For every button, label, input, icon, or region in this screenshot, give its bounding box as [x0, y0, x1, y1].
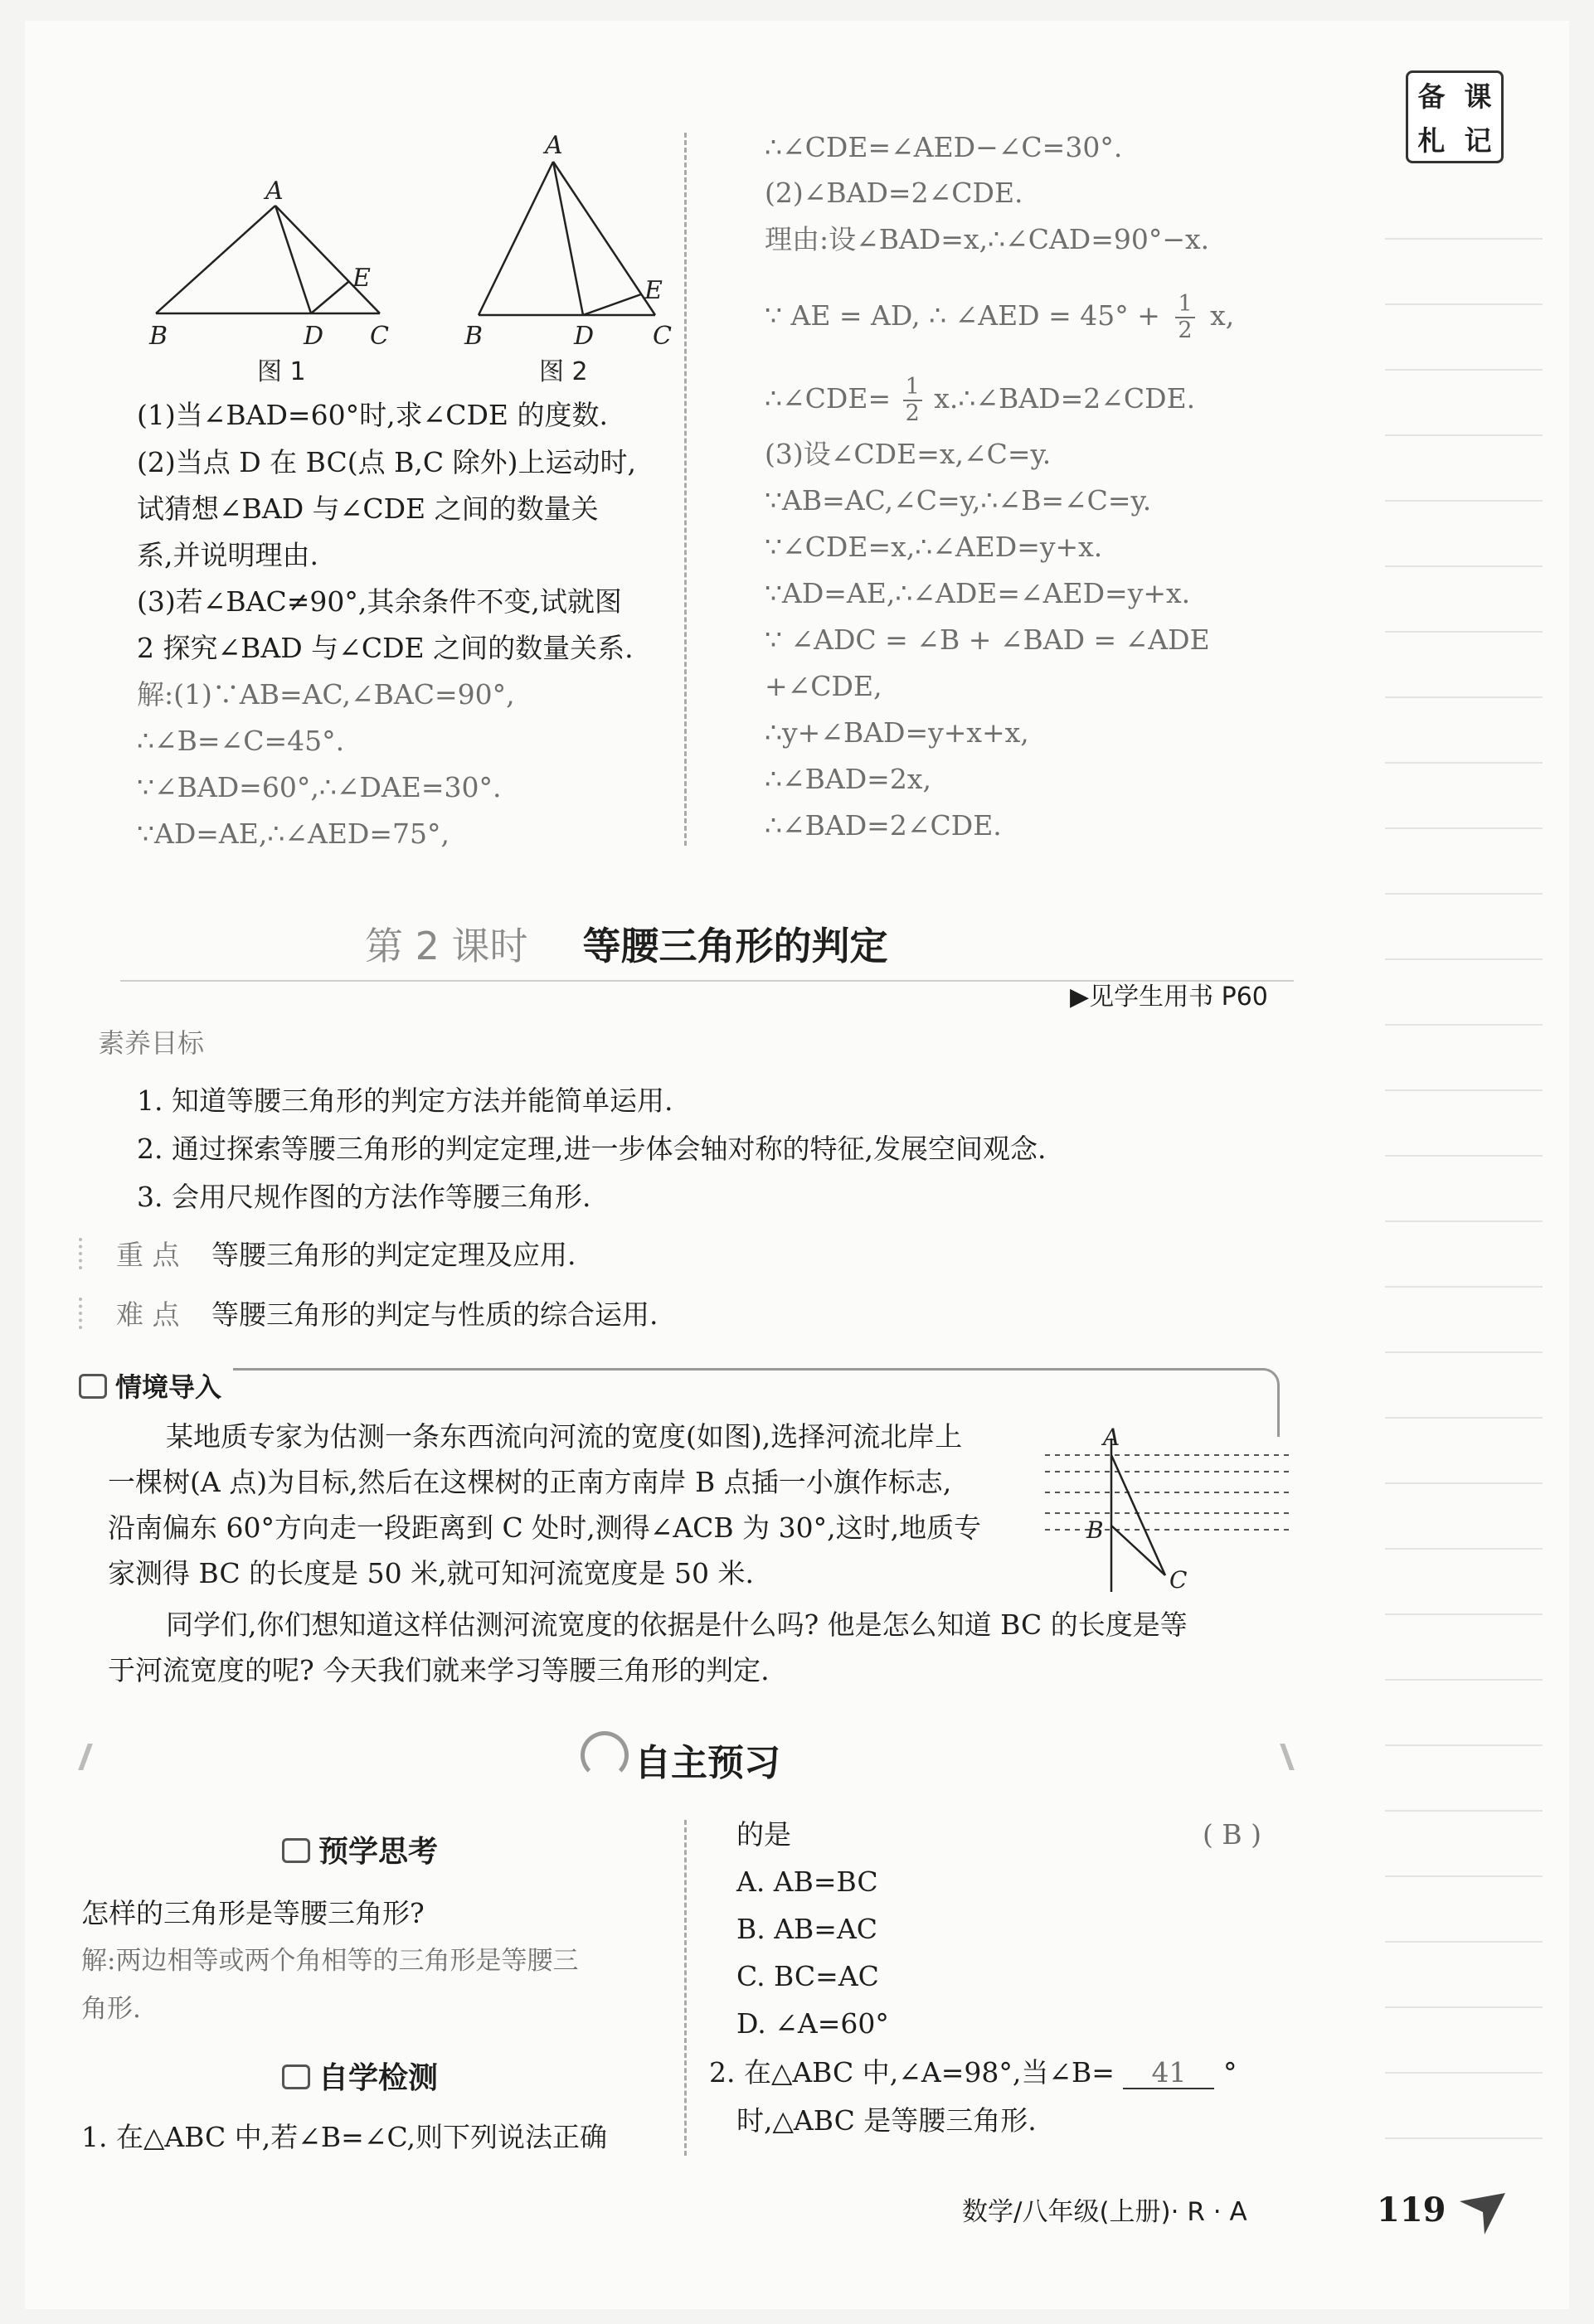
think-heading-wrap	[282, 1828, 438, 1870]
solution-line: ∵ ∠ADC = ∠B + ∠BAD = ∠ADE	[765, 623, 1210, 656]
figure-1	[141, 166, 415, 390]
river-label-B: B	[1086, 1516, 1104, 1544]
fig2-label-C: C	[653, 322, 672, 351]
preview-icon	[581, 1731, 629, 1779]
question-line: (2)当点 D 在 BC(点 B,C 除外)上运动时,	[137, 446, 636, 478]
question-line: 系,并说明理由.	[137, 539, 318, 571]
fig1-label-E: E	[352, 264, 371, 293]
solution-line: ∵AD=AE,∴∠AED=75°,	[137, 818, 450, 850]
solution-text: x.∴∠BAD=2∠CDE.	[934, 382, 1196, 415]
fig1-label-B: B	[149, 322, 168, 351]
q2-suffix: °	[1222, 2056, 1237, 2089]
fig1-label-D: D	[304, 322, 324, 351]
q1-answer: ( B )	[1203, 1818, 1261, 1851]
river-label-A: A	[1103, 1424, 1120, 1451]
think-question: 怎样的三角形是等腰三角形?	[81, 1897, 425, 1929]
fig2-label-D: D	[574, 322, 595, 351]
solution-line: ∴∠BAD=2x,	[765, 763, 931, 795]
intro-line: 家测得 BC 的长度是 50 米,就可知河流宽度是 50 米.	[108, 1557, 755, 1589]
textbook-reference: ▶见学生用书 P60	[1070, 982, 1268, 1012]
intro-line: 同学们,你们想知道这样估测河流宽度的依据是什么吗? 他是怎么知道 BC 的长度是等	[166, 1608, 1188, 1641]
intro-line: 沿南偏东 60°方向走一段距离到 C 处时,测得∠ACB 为 30°,这时,地质专	[108, 1511, 982, 1544]
question-line: 试猜想∠BAD 与∠CDE 之间的数量关	[137, 492, 599, 525]
solution-line: ∴∠CDE=∠AED−∠C=30°.	[765, 131, 1123, 163]
think-answer-line: 解:两边相等或两个角相等的三角形是等腰三	[81, 1946, 579, 1976]
title-divider	[120, 980, 1294, 982]
fraction-half	[1175, 292, 1194, 343]
think-answer-line: 角形.	[81, 1994, 141, 2024]
corner-arrow-icon	[1451, 2189, 1509, 2239]
river-figure	[1041, 1422, 1298, 1596]
badge-char: 备	[1417, 80, 1446, 113]
think-heading: 预学思考	[318, 1835, 439, 1869]
badge-char: 札	[1417, 124, 1446, 157]
solution-text: ∴∠CDE=	[765, 382, 892, 415]
intro-line: 某地质专家为估测一条东西流向河流的宽度(如图),选择河流北岸上	[166, 1420, 963, 1453]
q1-cont: 的是	[736, 1818, 791, 1851]
difficulty-marker	[79, 1298, 89, 1329]
fraction-denominator: 2	[1178, 318, 1193, 343]
solution-line: ∴∠BAD=2∠CDE.	[765, 809, 1002, 842]
fraction-half	[903, 375, 922, 426]
goal-item: 1. 知道等腰三角形的判定方法并能简单运用.	[137, 1084, 673, 1117]
check-heading: 自学检测	[318, 2061, 439, 2095]
q1-option: C. BC=AC	[736, 1960, 879, 1992]
solution-line: 理由:设∠BAD=x,∴∠CAD=90°−x.	[765, 223, 1210, 255]
q2-line2: 时,△ABC 是等腰三角形.	[736, 2104, 1037, 2137]
fraction-denominator: 2	[905, 400, 920, 426]
page-number: 119	[1377, 2191, 1446, 2229]
column-divider	[684, 133, 687, 846]
goals-heading: 素养目标	[98, 1027, 205, 1059]
q2-answer-blank: 41	[1123, 2058, 1214, 2089]
fig2-caption: 图 2	[539, 357, 588, 386]
think-icon	[282, 1838, 310, 1863]
intro-heading-wrap	[79, 1366, 233, 1405]
goal-item: 2. 通过探索等腰三角形的判定定理,进一步体会轴对称的特征,发展空间观念.	[137, 1133, 1047, 1165]
q2-prefix: 2. 在△ABC 中,∠A=98°,当∠B=	[709, 2056, 1115, 2089]
check-icon	[282, 2064, 310, 2089]
solution-line: ∴∠B=∠C=45°.	[137, 725, 345, 757]
badge-char: 记	[1464, 124, 1492, 157]
solution-line: ∵AB=AC,∠C=y,∴∠B=∠C=y.	[765, 484, 1152, 517]
solution-line: ∴y+∠BAD=y+x+x,	[765, 716, 1029, 749]
solution-line	[765, 375, 1195, 426]
fig2-label-A: A	[545, 131, 563, 160]
solution-line	[765, 292, 1234, 343]
notes-lines	[1385, 174, 1543, 2189]
key-marker	[79, 1238, 89, 1269]
solution-line: (2)∠BAD=2∠CDE.	[765, 177, 1023, 209]
q1-option: B. AB=AC	[736, 1913, 878, 1945]
q1-text: 1. 在△ABC 中,若∠B=∠C,则下列说法正确	[81, 2121, 608, 2153]
fig1-label-C: C	[370, 322, 389, 351]
fig2-label-E: E	[644, 276, 663, 305]
goal-item: 3. 会用尺规作图的方法作等腰三角形.	[137, 1181, 591, 1213]
lesson-number: 第 2 课时	[365, 924, 528, 968]
question-line: 2 探究∠BAD 与∠CDE 之间的数量关系.	[137, 632, 634, 664]
key-text: 等腰三角形的判定定理及应用.	[211, 1239, 576, 1271]
q2-line	[709, 2058, 1237, 2089]
solution-text: x,	[1210, 299, 1235, 332]
solution-line: ∵AD=AE,∴∠ADE=∠AED=y+x.	[765, 577, 1191, 609]
intro-line: 一棵树(A 点)为目标,然后在这棵树的正南方南岸 B 点插一小旗作标志,	[108, 1466, 952, 1498]
solution-line: 解:(1)∵AB=AC,∠BAC=90°,	[137, 678, 515, 711]
solution-line: ∵∠BAD=60°,∴∠DAE=30°.	[137, 771, 502, 803]
intro-icon	[79, 1374, 107, 1399]
solution-line: +∠CDE,	[765, 670, 882, 702]
footer-subject: 数学/八年级(上册)· R · A	[962, 2197, 1247, 2227]
fig1-label-A: A	[265, 177, 284, 206]
preview-divider	[684, 1820, 687, 2156]
preview-heading: 自主预习	[634, 1742, 780, 1784]
question-line: (3)若∠BAC≠90°,其余条件不变,试就图	[137, 585, 622, 618]
fig1-caption: 图 1	[257, 357, 306, 386]
check-heading-wrap	[282, 2055, 438, 2097]
key-label: 重 点	[116, 1239, 180, 1271]
difficulty-text: 等腰三角形的判定与性质的综合运用.	[211, 1298, 658, 1331]
river-label-C: C	[1169, 1566, 1188, 1594]
solution-line: ∵∠CDE=x,∴∠AED=y+x.	[765, 531, 1103, 563]
lesson-title	[365, 916, 888, 971]
intro-heading: 情境导入	[115, 1371, 222, 1403]
fraction-numerator: 1	[903, 375, 922, 401]
fig2-label-B: B	[464, 322, 484, 351]
difficulty-label: 难 点	[116, 1298, 180, 1331]
question-line: (1)当∠BAD=60°时,求∠CDE 的度数.	[137, 399, 608, 431]
q1-option: D. ∠A=60°	[736, 2007, 889, 2040]
intro-line: 于河流宽度的呢? 今天我们就来学习等腰三角形的判定.	[108, 1654, 770, 1686]
solution-line: (3)设∠CDE=x,∠C=y.	[765, 438, 1052, 470]
solution-text: ∵ AE = AD, ∴ ∠AED = 45° +	[765, 299, 1160, 332]
lesson-name: 等腰三角形的判定	[582, 924, 888, 968]
notes-badge	[1406, 70, 1504, 163]
figure-2	[460, 124, 684, 390]
badge-char: 课	[1464, 80, 1492, 113]
q1-option: A. AB=BC	[736, 1866, 878, 1898]
fraction-numerator: 1	[1175, 292, 1194, 318]
